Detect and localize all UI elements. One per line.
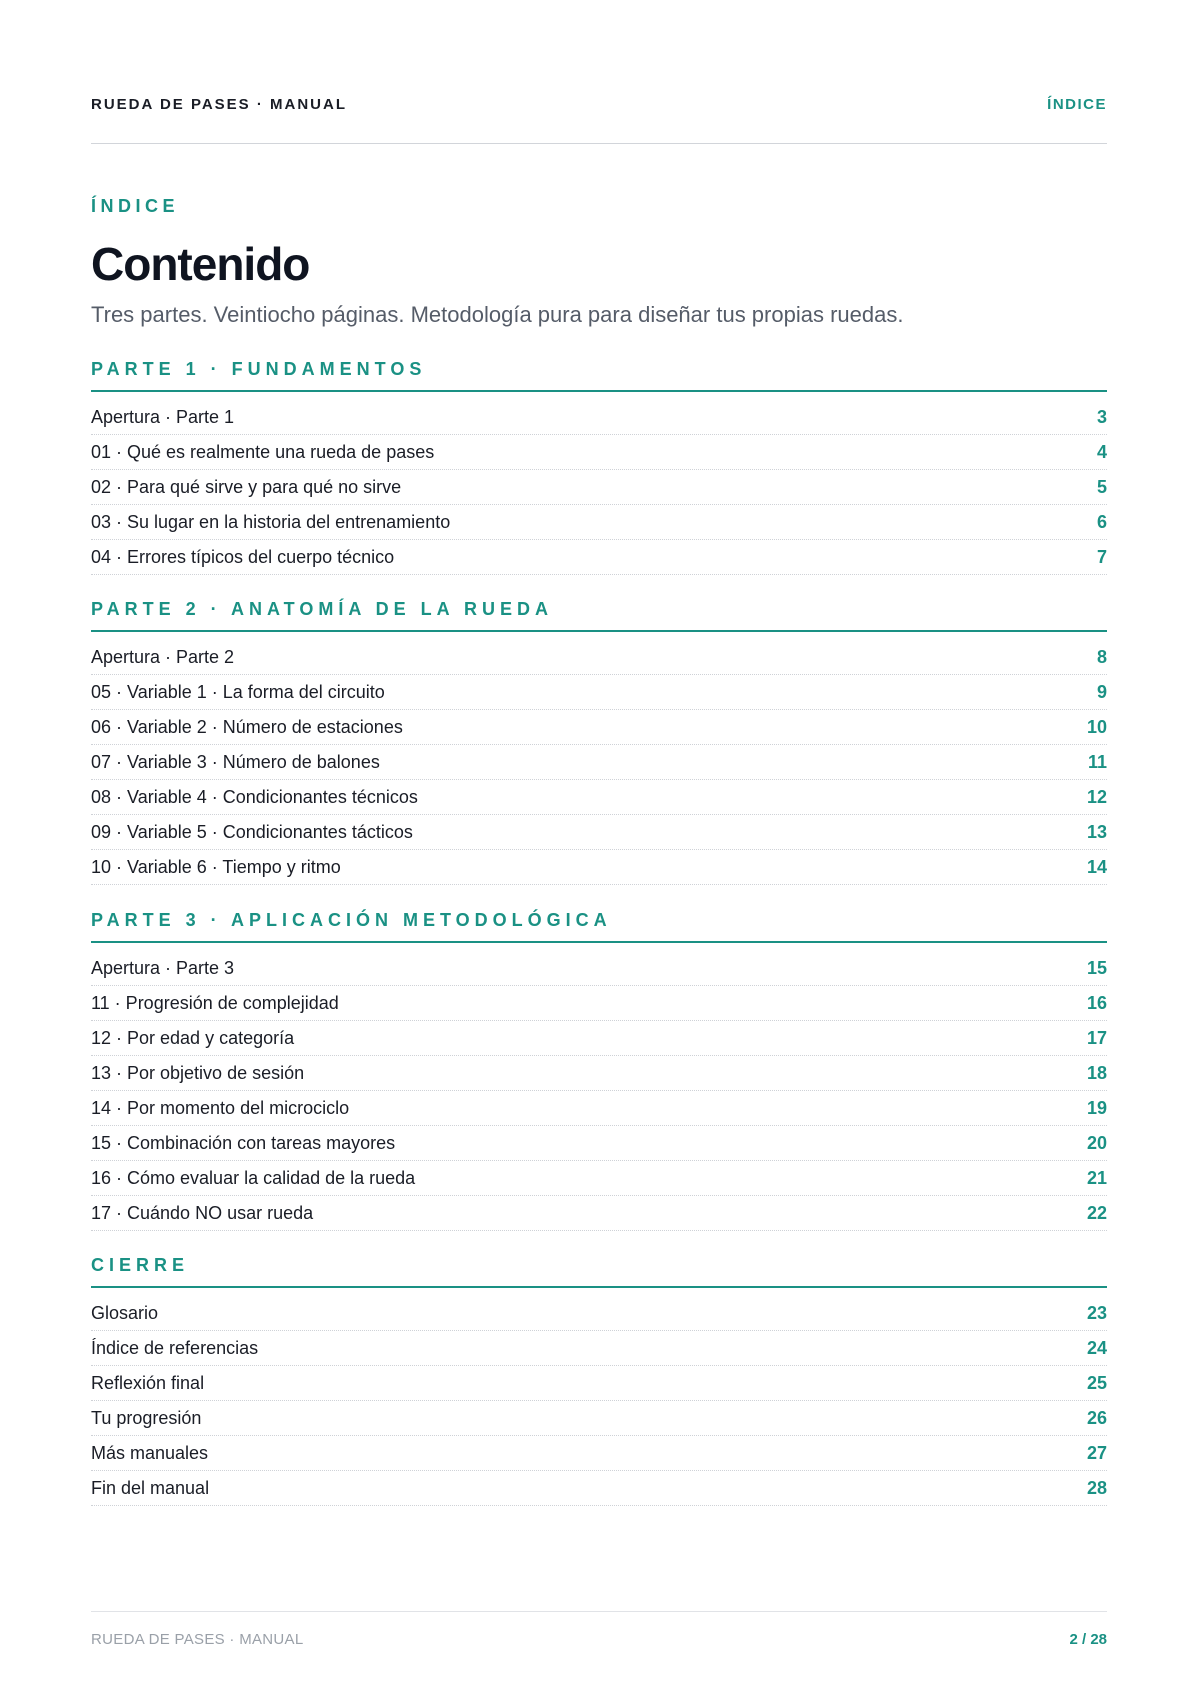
toc-entry[interactable] — [91, 710, 1107, 745]
toc-entry-label: 03 · Su lugar en la historia del entrenamiento — [91, 511, 451, 532]
toc-entry-label: 05 · Variable 1 · La forma del circuito — [91, 681, 385, 702]
header-document-title: RUEDA DE PASES · MANUAL — [91, 95, 348, 113]
page-number-indicator: 2 / 28 — [1069, 1631, 1107, 1648]
toc-entry[interactable] — [91, 815, 1107, 850]
page-title: Contenido — [91, 238, 310, 290]
toc-entry[interactable] — [91, 1401, 1107, 1436]
toc-entry-page-number: 4 — [1096, 441, 1107, 462]
toc-entry-page-number: 11 — [1087, 751, 1107, 772]
toc-entry-label: 01 · Qué es realmente una rueda de pases — [91, 441, 435, 462]
toc-entry[interactable] — [91, 435, 1107, 470]
toc-entry-label: 10 · Variable 6 · Tiempo y ritmo — [91, 856, 341, 877]
toc-entry-label: 16 · Cómo evaluar la calidad de la rueda — [91, 1167, 416, 1188]
toc-entry-label: 14 · Por momento del microciclo — [91, 1097, 350, 1118]
toc-entry-page-number: 10 — [1086, 716, 1107, 737]
toc-entry-label: Apertura · Parte 2 — [91, 646, 235, 667]
toc-entry-label: 15 · Combinación con tareas mayores — [91, 1132, 396, 1153]
part-divider — [91, 1286, 1107, 1288]
toc-entry-page-number: 14 — [1086, 856, 1107, 877]
toc-entry-page-number: 27 — [1086, 1442, 1107, 1463]
toc-entry-label: 12 · Por edad y categoría — [91, 1027, 295, 1048]
toc-entry[interactable] — [91, 1091, 1107, 1126]
toc-entry-label: 04 · Errores típicos del cuerpo técnico — [91, 546, 395, 567]
toc-entry-page-number: 28 — [1086, 1477, 1107, 1498]
toc-entry-page-number: 12 — [1086, 786, 1107, 807]
toc-entry-label: Apertura · Parte 1 — [91, 406, 235, 427]
toc-entry-label: 11 · Progresión de complejidad — [91, 992, 339, 1013]
toc-entry-page-number: 25 — [1086, 1372, 1107, 1393]
toc-entry-page-number: 16 — [1086, 992, 1107, 1013]
page-subtitle: Tres partes. Veintiocho páginas. Metodología pura para diseñar tus propias ruedas. — [91, 302, 904, 327]
toc-entry-page-number: 9 — [1096, 681, 1107, 702]
toc-entry[interactable] — [91, 470, 1107, 505]
toc-entry-page-number: 18 — [1086, 1062, 1107, 1083]
toc-entry-page-number: 8 — [1096, 646, 1107, 667]
part-heading: PARTE 2 · ANATOMÍA DE LA RUEDA — [91, 599, 554, 619]
toc-entry-page-number: 6 — [1096, 511, 1107, 532]
toc-entry-label: 08 · Variable 4 · Condicionantes técnicos — [91, 786, 418, 807]
running-footer — [91, 1631, 1107, 1648]
toc-entry[interactable] — [91, 1471, 1107, 1506]
toc-entry-label: Índice de referencias — [91, 1337, 259, 1358]
toc-entry-page-number: 5 — [1096, 476, 1107, 497]
section-kicker: ÍNDICE — [91, 196, 180, 216]
toc-entry[interactable] — [91, 951, 1107, 986]
toc-entry-label: Apertura · Parte 3 — [91, 957, 235, 978]
toc-entry-label: 17 · Cuándo NO usar rueda — [91, 1202, 314, 1223]
toc-entry[interactable] — [91, 1021, 1107, 1056]
header-divider — [91, 143, 1107, 144]
toc-entry-label: 06 · Variable 2 · Número de estaciones — [91, 716, 403, 737]
toc-entry-label: 13 · Por objetivo de sesión — [91, 1062, 305, 1083]
toc-entry-page-number: 7 — [1096, 546, 1107, 567]
toc-entry[interactable] — [91, 1331, 1107, 1366]
toc-entry-page-number: 15 — [1086, 957, 1107, 978]
toc-entry-page-number: 17 — [1086, 1027, 1107, 1048]
toc-entry-label: 07 · Variable 3 · Número de balones — [91, 751, 380, 772]
toc-entry[interactable] — [91, 1366, 1107, 1401]
toc-entry-page-number: 22 — [1086, 1202, 1107, 1223]
toc-entry[interactable] — [91, 400, 1107, 435]
toc-entry[interactable] — [91, 1056, 1107, 1091]
toc-entry-page-number: 24 — [1086, 1337, 1107, 1358]
toc-entry-page-number: 3 — [1096, 406, 1107, 427]
toc-entry-label: 09 · Variable 5 · Condicionantes tácticos — [91, 821, 413, 842]
toc-entry[interactable] — [91, 1196, 1107, 1231]
toc-entry-page-number: 13 — [1086, 821, 1107, 842]
toc-entry-page-number: 21 — [1086, 1167, 1107, 1188]
toc-entry[interactable] — [91, 1296, 1107, 1331]
toc-entry[interactable] — [91, 1161, 1107, 1196]
toc-entry[interactable] — [91, 850, 1107, 885]
toc-entry[interactable] — [91, 640, 1107, 675]
part-divider — [91, 630, 1107, 632]
part-heading: CIERRE — [91, 1255, 190, 1275]
toc-entry[interactable] — [91, 986, 1107, 1021]
toc-entry[interactable] — [91, 505, 1107, 540]
toc-entry-label: Tu progresión — [91, 1407, 202, 1428]
running-header — [91, 94, 1107, 114]
part-heading: PARTE 1 · FUNDAMENTOS — [91, 359, 427, 379]
toc-entry[interactable] — [91, 1436, 1107, 1471]
toc-entry-page-number: 19 — [1086, 1097, 1107, 1118]
part-heading: PARTE 3 · APLICACIÓN METODOLÓGICA — [91, 910, 612, 930]
toc-entry-page-number: 26 — [1086, 1407, 1107, 1428]
toc-entry-label: Fin del manual — [91, 1477, 210, 1498]
part-divider — [91, 390, 1107, 392]
toc-entry-page-number: 20 — [1086, 1132, 1107, 1153]
part-divider — [91, 941, 1107, 943]
toc-entry[interactable] — [91, 745, 1107, 780]
toc-entry[interactable] — [91, 1126, 1107, 1161]
toc-entry-label: Glosario — [91, 1302, 159, 1323]
footer-document-title: RUEDA DE PASES · MANUAL — [91, 1631, 304, 1648]
toc-entry[interactable] — [91, 540, 1107, 575]
document-page — [91, 0, 1107, 1685]
toc-entry[interactable] — [91, 675, 1107, 710]
footer-divider — [91, 1611, 1107, 1612]
header-section-label: ÍNDICE — [1047, 95, 1107, 113]
toc-entry-label: Más manuales — [91, 1442, 209, 1463]
toc-entry-page-number: 23 — [1086, 1302, 1107, 1323]
toc-entry-label: Reflexión final — [91, 1372, 205, 1393]
toc-entry-label: 02 · Para qué sirve y para qué no sirve — [91, 476, 402, 497]
toc-entry[interactable] — [91, 780, 1107, 815]
